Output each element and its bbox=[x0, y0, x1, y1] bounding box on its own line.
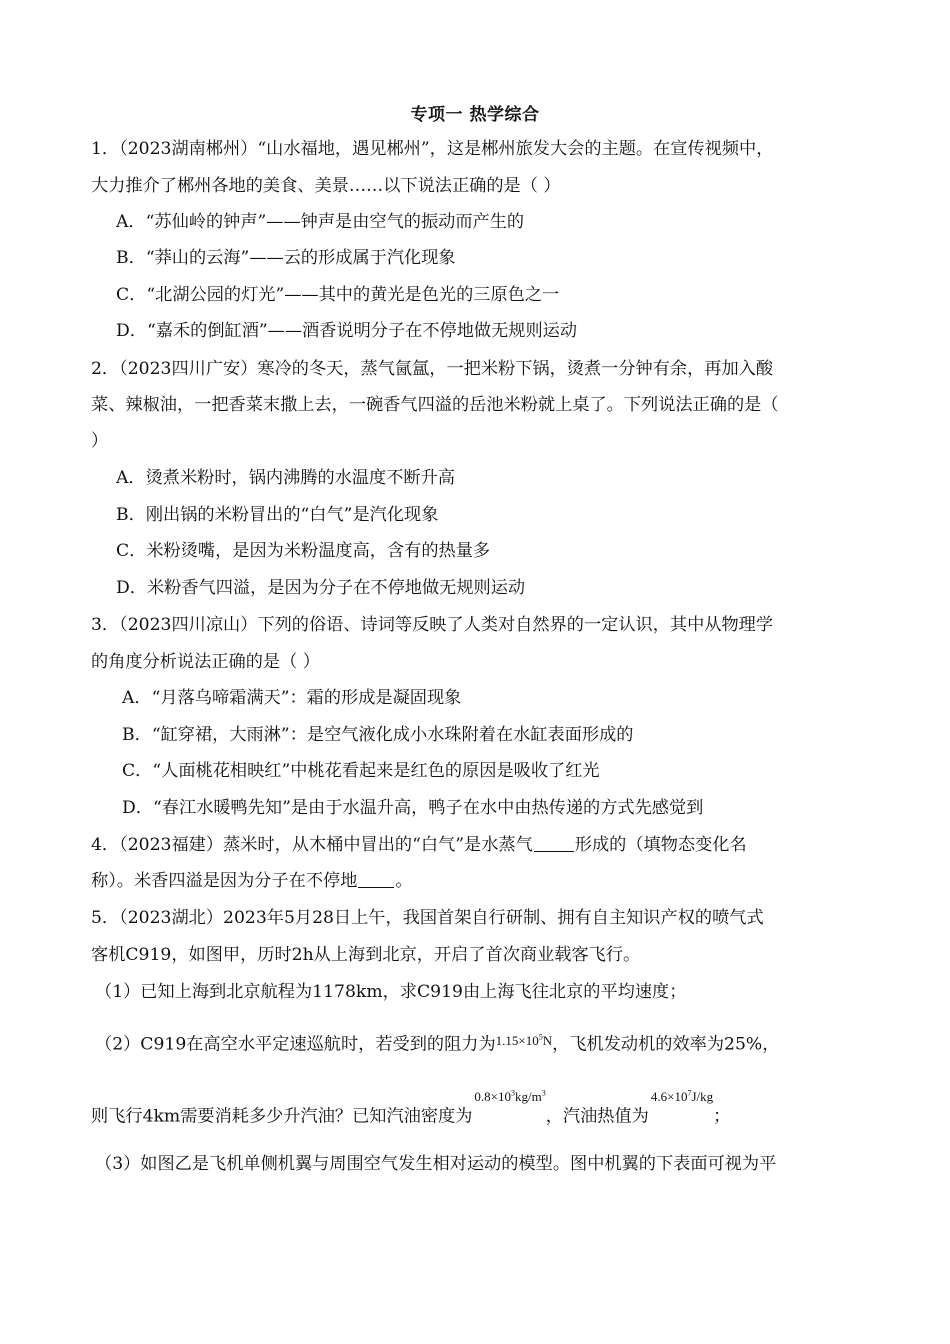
q4-answer-blank-2[interactable] bbox=[358, 869, 394, 888]
q5-sub2 bbox=[95, 1030, 779, 1057]
q4-stem-line2 bbox=[91, 869, 413, 893]
density-unit-exp: 3 bbox=[541, 1089, 546, 1098]
q2-option-d: D．米粉香气四溢，是因为分子在不停地做无规则运动 bbox=[116, 578, 526, 598]
q5-sub3-text-b: ，汽油热值为 bbox=[545, 1106, 649, 1127]
q5-stem-line1: 5．（2023湖北）2023年5月28日上午，我国首架自行研制、拥有自主知识产权的喷气式 bbox=[91, 908, 764, 928]
heat-value-base: 4.6×10 bbox=[650, 1089, 688, 1105]
heat-value-exp: 7 bbox=[687, 1089, 692, 1098]
q5-sub3-text-a: 则飞行4km需要消耗多少升汽油？已知汽油密度为 bbox=[91, 1106, 473, 1127]
q2-stem-line2: 菜、辣椒油，一把香菜末撒上去，一碗香气四溢的岳池米粉就上桌了。下列说法正确的是（ bbox=[91, 395, 779, 415]
q4-text-2b: 。 bbox=[395, 871, 413, 891]
q2-option-b: B．刚出锅的米粉冒出的“白气”是汽化现象 bbox=[116, 505, 439, 525]
drag-force-unit: N bbox=[542, 1033, 553, 1049]
q2-stem-line3: ） bbox=[91, 431, 109, 451]
q3-stem-line1: 3．（2023四川凉山）下列的俗语、诗词等反映了人类对自然界的一定认识，其中从物理学 bbox=[91, 615, 774, 635]
q5-sub2-text-a: （2）C919在高空水平定速巡航时，若受到的阻力为 bbox=[95, 1034, 496, 1055]
q5-sub3: （3）如图乙是飞机单侧机翼与周围空气发生相对运动的模型。图中机翼的下表面可视为平 bbox=[95, 1154, 777, 1174]
q4-answer-blank-1[interactable] bbox=[534, 833, 574, 852]
q3-option-b: B．“缸穿裙，大雨淋”：是空气液化成小水珠附着在水缸表面形成的 bbox=[122, 725, 634, 745]
q4-text-1a: 4．（2023福建）蒸米时，从木桶中冒出的“白气”是水蒸气 bbox=[91, 835, 533, 855]
density-base: 0.8×10 bbox=[474, 1089, 511, 1105]
q2-stem-line1: 2．（2023四川广安）寒冷的冬天，蒸气氤氲，一把米粉下锅，烫煮一分钟有余，再加入酸 bbox=[91, 359, 774, 379]
q1-option-c: C．“北湖公园的灯光”——其中的黄光是色光的三原色之一 bbox=[116, 285, 560, 305]
q3-stem-line2: 的角度分析说法正确的是（ ） bbox=[91, 652, 320, 672]
q5-sub1: （1）已知上海到北京航程为1178km，求C919由上海飞往北京的平均速度； bbox=[95, 982, 687, 1002]
heat-value-unit: J/kg bbox=[691, 1089, 714, 1105]
heat-value-formula bbox=[651, 1089, 713, 1104]
q5-stem-line2: 客机C919，如图甲，历时2h从上海到北京，开启了首次商业载客飞行。 bbox=[91, 945, 641, 965]
q1-option-d: D．“嘉禾的倒缸酒”——酒香说明分子在不停地做无规则运动 bbox=[116, 321, 578, 341]
q4-text-2a: 称）。米香四溢是因为分子在不停地 bbox=[91, 871, 358, 891]
q5-sub2-text-b: ，飞机发动机的效率为25%， bbox=[552, 1034, 780, 1055]
q2-option-c: C．米粉烫嘴，是因为米粉温度高，含有的热量多 bbox=[116, 541, 491, 561]
q4-text-1b: 形成的（填物态变化名 bbox=[574, 835, 747, 855]
density-formula bbox=[474, 1089, 545, 1104]
q5-sub3-text-c: ； bbox=[713, 1106, 731, 1127]
drag-force-formula bbox=[496, 1033, 552, 1048]
q3-option-c: C．“人面桃花相映红”中桃花看起来是红色的原因是吸收了红光 bbox=[122, 761, 600, 781]
density-exp: 3 bbox=[511, 1089, 515, 1098]
q1-option-a: A．“苏仙岭的钟声”——钟声是由空气的振动而产生的 bbox=[116, 212, 525, 232]
q3-option-a: A．“月落乌啼霜满天”：霜的形成是凝固现象 bbox=[122, 688, 462, 708]
drag-force-base: 1.15×10 bbox=[495, 1033, 539, 1049]
q1-stem-line2: 大力推介了郴州各地的美食、美景……以下说法正确的是（ ） bbox=[91, 176, 561, 196]
drag-force-exp: 5 bbox=[538, 1033, 543, 1042]
q3-option-d: D．“春江水暖鸭先知”是由于水温升高，鸭子在水中由热传递的方式先感觉到 bbox=[122, 798, 704, 818]
density-unit: kg/m bbox=[515, 1089, 542, 1105]
q2-option-a: A．烫煮米粉时，锅内沸腾的水温度不断升高 bbox=[116, 468, 455, 488]
q1-stem-line1: 1．（2023湖南郴州）“山水福地，遇见郴州”，这是郴州旅发大会的主题。在宣传视频中， bbox=[91, 139, 774, 159]
page-title: 专项一 热学综合 bbox=[410, 105, 540, 125]
q1-option-b: B．“莽山的云海”——云的形成属于汽化现象 bbox=[116, 248, 456, 268]
q4-stem-line1 bbox=[91, 833, 747, 857]
